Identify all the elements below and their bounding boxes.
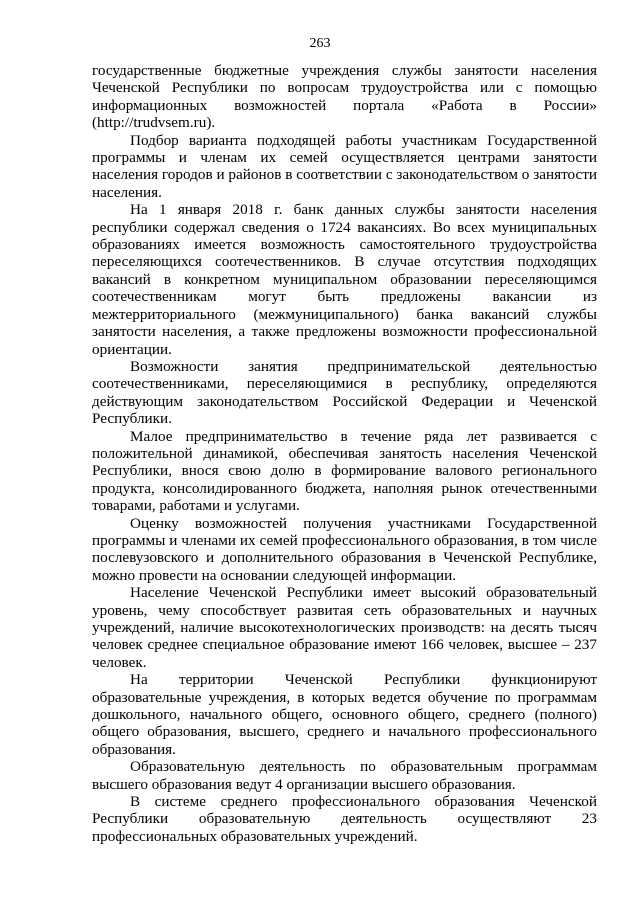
paragraph-small-business: Малое предпринимательство в течение ряда лет развивается с положительной динамикой, обеспечивая занятость населения Чеченской Республики, внося свою долю в формирование валового регионального продукта, консолидированного бюджета, наполняя рынок отечественными товарами, работами и услугами.	[92, 427, 597, 515]
paragraph-vacancy-bank: На 1 января 2018 г. банк данных службы занятости населения республики содержал сведения о 1724 вакансиях. Во всех муниципальных образованиях имеется возможность самостоятельного трудоустройства переселяющихся соотечественников. В случае отсутствия подходящих вакансий в конкретном муниципальном образовании переселяющимся соотечественникам могут быть предложены вакансии из межтерриториального (межмуниципального) банка вакансий службы занятости населения, а также предложены возможности профессиональной ориентации.	[92, 201, 597, 358]
paragraph-employment-services: государственные бюджетные учреждения службы занятости населения Чеченской Республики по вопросам трудоустройства или с помощью информационных возможностей портала «Работа в России» (http://trudvsem.ru).	[92, 62, 597, 132]
paragraph-vocational-education: В системе среднего профессионального образования Чеченской Республики образовательную деятельность осуществляют 23 профессиональных образовательных учреждений.	[92, 793, 597, 845]
paragraph-job-selection: Подбор варианта подходящей работы участникам Государственной программы и членам их семей осуществляется центрами занятости населения городов и районов в соответствии с законодательством о занятости населения.	[92, 131, 597, 201]
paragraph-education-level: Население Чеченской Республики имеет высокий образовательный уровень, чему способствует развитая сеть образовательных и научных учреждений, наличие высокотехнологических производств: на десять тысяч человек среднее специальное образование имеют 166 человек, высшее – 237 человек.	[92, 584, 597, 671]
paragraph-education-assessment: Оценку возможностей получения участниками Государственной программы и членами их семей профессионального образования, в том числе послевузовского и дополнительного образования в Чеченской Республике, можно провести на основании следующей информации.	[92, 514, 597, 584]
paragraph-entrepreneurship-opportunities: Возможности занятия предпринимательской деятельностью соотечественниками, переселяющимися в республику, определяются действующим законодательством Российской Федерации и Чеченской Республики.	[92, 357, 597, 428]
page-number: 263	[309, 36, 331, 51]
paragraph-higher-education: Образовательную деятельность по образовательным программам высшего образования ведут 4 организации высшего образования.	[92, 758, 597, 793]
paragraph-educational-institutions: На территории Чеченской Республики функционируют образовательные учреждения, в которых ведется обучение по программам дошкольного, начального общего, основного общего, среднего (полного) общего образования, высшего, среднего и начального профессионального образования.	[92, 671, 597, 758]
page-body	[92, 62, 597, 845]
